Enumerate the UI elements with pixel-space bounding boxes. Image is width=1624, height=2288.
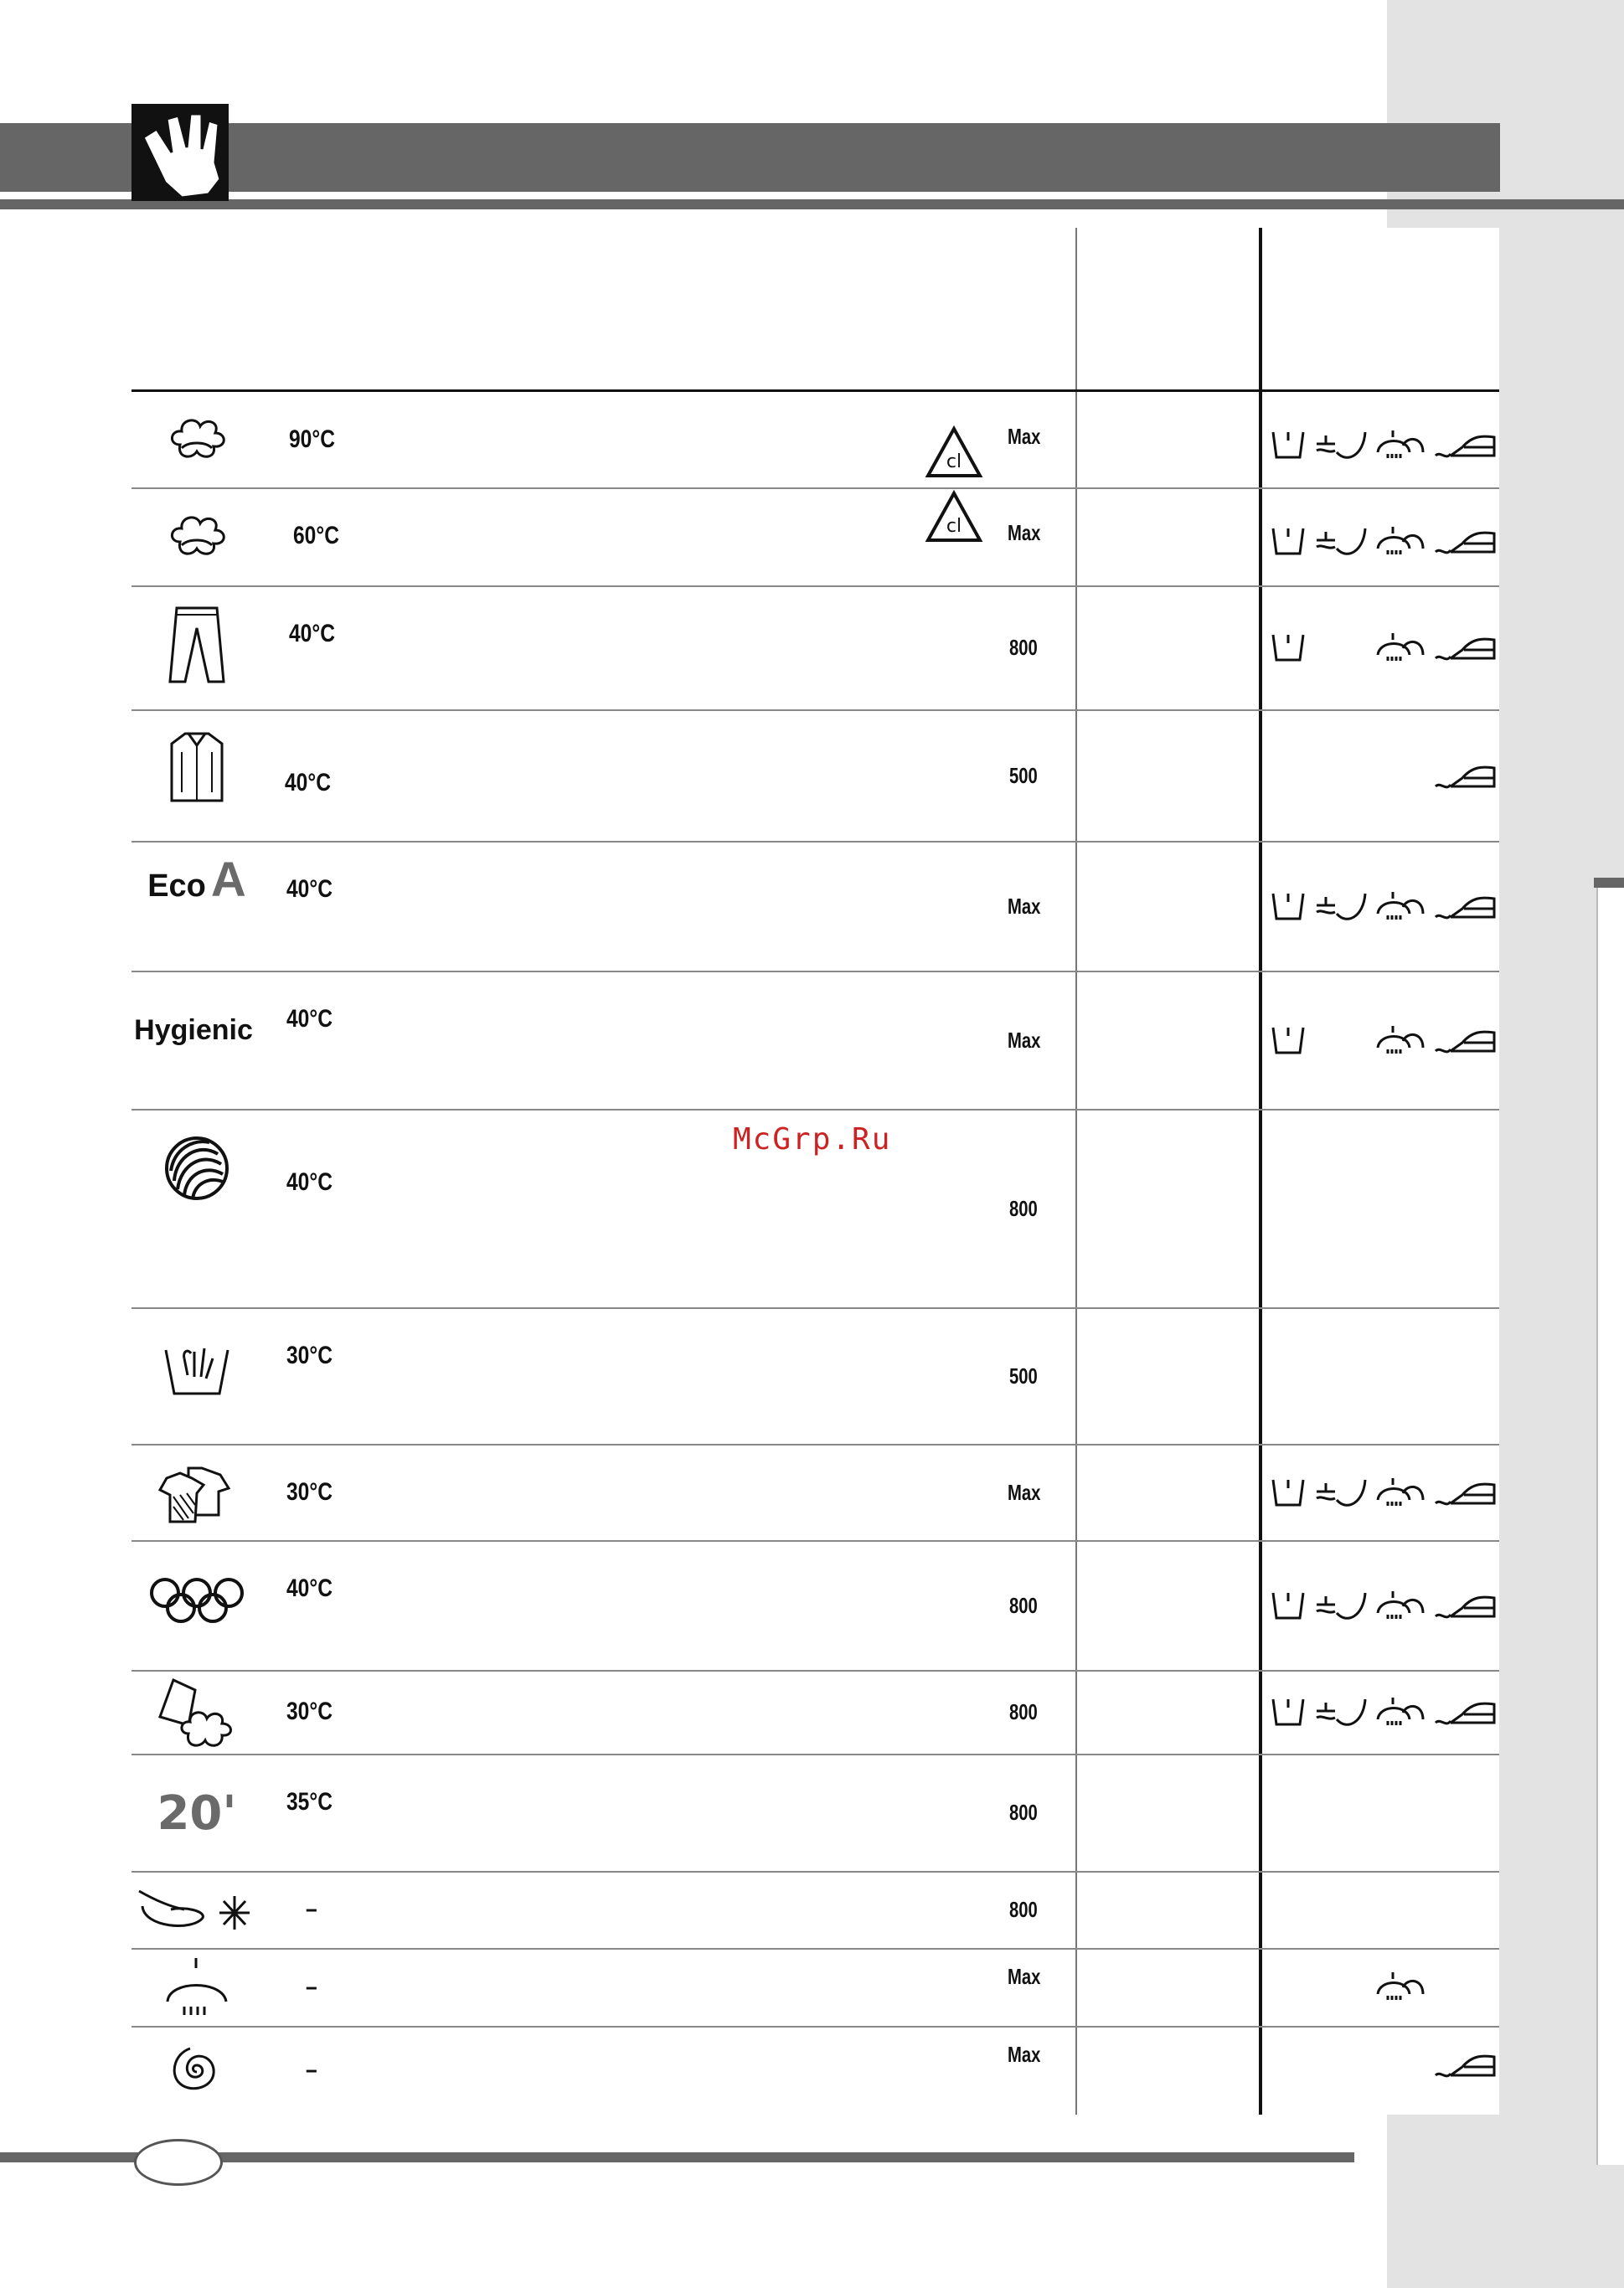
right-bar	[1594, 878, 1624, 888]
temperature-value: 40°C	[289, 620, 335, 647]
temperature-value: 35°C	[286, 1788, 333, 1816]
row-separator	[131, 487, 1499, 489]
watermark: McGrp.Ru	[733, 1122, 892, 1157]
row-separator	[131, 971, 1499, 972]
iron-icon	[1434, 1694, 1496, 1728]
row-separator	[131, 2026, 1499, 2028]
care-symbols	[1270, 1694, 1499, 1744]
temperature-value: 30°C	[286, 1478, 333, 1506]
column-divider	[1259, 228, 1262, 2115]
delicates-icon	[134, 1671, 260, 1755]
iron-icon	[1434, 1588, 1496, 1621]
spin-speed-value: 500	[1009, 762, 1038, 788]
care-symbols	[1270, 1588, 1499, 1638]
dryer-icon	[1374, 523, 1426, 557]
spin-speed-value: Max	[1008, 520, 1041, 545]
drain-icon	[1270, 630, 1307, 663]
jeans-icon	[134, 595, 260, 695]
eco-a-label	[147, 852, 246, 908]
table-panel	[1387, 228, 1499, 2115]
right-card-edge	[1596, 888, 1624, 2165]
drain-icon	[1270, 1588, 1307, 1621]
care-symbols	[1270, 1023, 1499, 1073]
iron-icon	[1434, 427, 1496, 461]
dryer-icon	[1374, 630, 1426, 663]
rinse-icon	[1313, 1475, 1369, 1508]
row-separator	[131, 1444, 1499, 1445]
spin-speed-value: 800	[1009, 1195, 1038, 1221]
spin-speed-value: 800	[1009, 1897, 1038, 1922]
row-separator	[131, 1754, 1499, 1755]
hand-icon	[131, 104, 229, 201]
rinse-icon	[1313, 427, 1369, 461]
chlorine-bleach-icon	[925, 425, 983, 483]
iron-icon	[1434, 889, 1496, 922]
row-separator	[131, 1540, 1499, 1542]
header-rule	[131, 389, 1499, 392]
iron-icon	[1434, 2047, 1496, 2080]
row-separator	[131, 1307, 1499, 1309]
row-separator	[131, 1871, 1499, 1873]
drain-icon	[1270, 1023, 1307, 1056]
temperature-value: 40°C	[286, 875, 333, 903]
row-separator	[131, 585, 1499, 587]
shirt-icon	[134, 719, 260, 819]
iron-icon	[1434, 523, 1496, 557]
rings-icon	[134, 1549, 260, 1650]
header-line	[0, 199, 1624, 209]
rinse-icon	[1313, 1588, 1369, 1621]
spin-speed-value: Max	[1008, 424, 1041, 449]
spin-speed-value: Max	[1008, 1964, 1041, 1989]
row-separator	[131, 709, 1499, 711]
dryer-icon	[1374, 1969, 1426, 2002]
spin-speed-value: 800	[1009, 1699, 1038, 1724]
rinse-icon	[1313, 1694, 1369, 1728]
energy-grade: A	[210, 852, 246, 907]
dryer-icon	[1374, 1588, 1426, 1621]
shower-rinse-icon	[134, 1949, 260, 2027]
dryer-icon	[1374, 427, 1426, 461]
temperature-value: 30°C	[286, 1698, 333, 1725]
temperature-value: 30°C	[286, 1342, 333, 1369]
svg-text:cl: cl	[946, 516, 962, 537]
column-divider	[1075, 228, 1077, 2115]
handwash-icon	[134, 1317, 260, 1417]
wool-icon	[134, 1118, 260, 1219]
cotton-icon	[134, 392, 260, 488]
row-separator	[131, 1670, 1499, 1672]
dryer-icon	[1374, 1475, 1426, 1508]
page-number-badge	[134, 2139, 223, 2186]
care-symbols	[1270, 630, 1499, 680]
row-separator	[131, 841, 1499, 843]
program-label: Hygienic	[134, 1013, 253, 1046]
dryer-icon	[1374, 1694, 1426, 1728]
dryer-icon	[1374, 1023, 1426, 1056]
row-separator	[131, 1109, 1499, 1111]
care-symbols	[1270, 889, 1499, 939]
temperature-value: 40°C	[286, 1168, 333, 1196]
spin-speed-value: Max	[1008, 2042, 1041, 2067]
iron-icon	[1434, 758, 1496, 791]
care-symbols	[1270, 1475, 1499, 1525]
iron-icon	[1434, 1023, 1496, 1056]
svg-text:cl: cl	[946, 451, 962, 472]
spin-spiral-icon	[134, 2027, 260, 2115]
drain-icon	[1270, 523, 1307, 557]
drain-icon	[1270, 427, 1307, 461]
chlorine-bleach-icon	[925, 490, 983, 548]
cotton-icon	[134, 488, 260, 586]
spin-speed-value: Max	[1008, 1027, 1041, 1053]
temperature-value: –	[306, 1895, 317, 1923]
hygienic-label	[134, 1014, 253, 1047]
temperature-value: –	[306, 1972, 317, 2001]
spin-speed-value: Max	[1008, 1479, 1041, 1505]
care-symbols	[1270, 758, 1499, 808]
spin-speed-value: Max	[1008, 893, 1041, 919]
temperature-value: 40°C	[286, 1574, 333, 1602]
drain-icon	[1270, 1475, 1307, 1508]
program-label: Eco	[147, 868, 206, 904]
spin-speed-value: 800	[1009, 635, 1038, 660]
spin-speed-value: 500	[1009, 1363, 1038, 1389]
rinse-icon	[1313, 523, 1369, 557]
temperature-value: –	[306, 2055, 317, 2084]
quick-20-label	[157, 1786, 236, 1841]
temperature-value: 40°C	[285, 769, 331, 796]
care-symbols	[1270, 427, 1499, 477]
care-symbols	[1270, 523, 1499, 574]
iron-icon	[1434, 1475, 1496, 1508]
care-symbols	[1270, 1969, 1499, 2019]
row-separator	[131, 1948, 1499, 1950]
drain-icon	[1270, 1694, 1307, 1728]
spin-speed-value: 800	[1009, 1592, 1038, 1618]
dryer-icon	[1374, 889, 1426, 922]
care-symbols	[1270, 2047, 1499, 2097]
rinse-icon	[1313, 889, 1369, 922]
temperature-value: 90°C	[289, 425, 335, 453]
temperature-value: 60°C	[293, 522, 339, 549]
spin-speed-value: 800	[1009, 1800, 1038, 1825]
temperature-value: 40°C	[286, 1005, 333, 1033]
mixed-colors-icon	[134, 1445, 260, 1541]
rinse-cold-icon	[134, 1872, 260, 1949]
program-label: 20'	[157, 1786, 237, 1841]
drain-icon	[1270, 889, 1307, 922]
iron-icon	[1434, 630, 1496, 663]
